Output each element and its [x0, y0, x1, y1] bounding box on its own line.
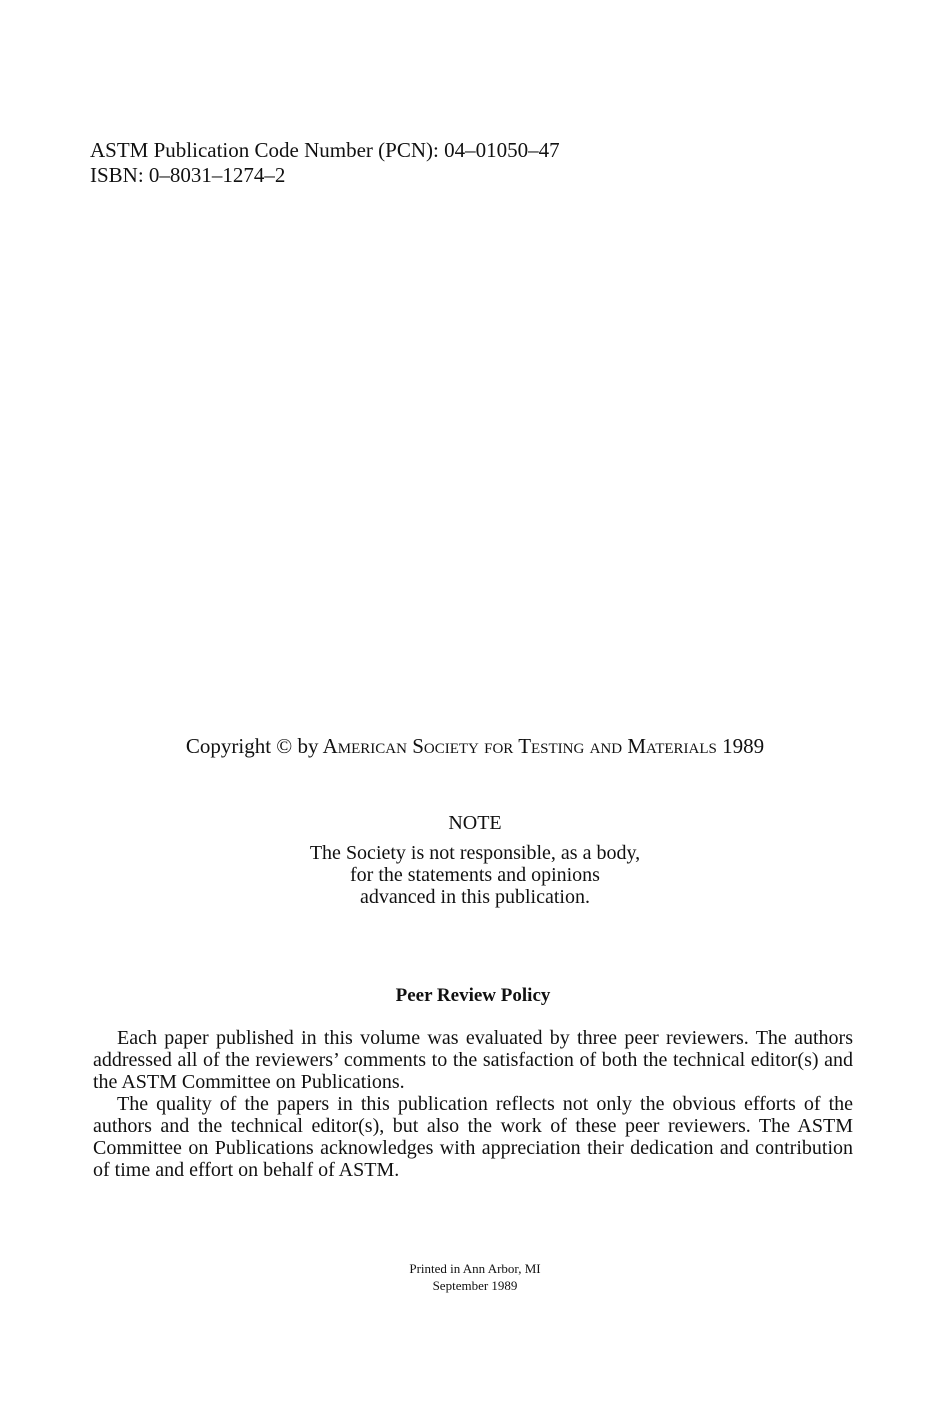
copyright-word-6-rest: aterials [646, 734, 717, 758]
copyright-word-6-initial: M [627, 734, 647, 758]
copyright-word-4-rest: esting [531, 734, 585, 758]
copyright-word-5: and [589, 734, 623, 758]
copyright-line [0, 734, 950, 759]
note-line: The Society is not responsible, as a body, [309, 842, 641, 864]
copyright-word-2-rest: ociety [423, 734, 479, 758]
copyright-prefix: Copyright © by [185, 734, 323, 758]
note-line: for the statements and opinions [350, 864, 600, 886]
copyright-year: 1989 [722, 734, 765, 758]
printed-location: Printed in Ann Arbor, MI [409, 1261, 541, 1276]
note-heading: NOTE [448, 812, 502, 834]
peer-review-section [93, 985, 853, 1181]
note-line: advanced in this publication. [360, 886, 590, 908]
copyright-word-1-rest: merican [337, 734, 407, 758]
printed-date: September 1989 [432, 1278, 518, 1293]
note-block [0, 812, 950, 908]
isbn-line: ISBN: 0–8031–1274–2 [90, 163, 286, 187]
pcn-line: ASTM Publication Code Number (PCN): 04–01050–47 [90, 138, 560, 162]
printed-info [0, 1260, 950, 1294]
peer-review-heading: Peer Review Policy [395, 985, 551, 1006]
copyright-word-1-initial: A [322, 734, 338, 758]
copyright-word-2-initial: S [412, 734, 424, 758]
peer-review-paragraph: Each paper published in this volume was evaluated by three peer reviewers. The authors addressed all of the reviewers’ comments to the satisfaction of both the technical editor(s) and the ASTM Committee on Publications. [93, 1027, 853, 1093]
copyright-word-4-initial: T [518, 734, 532, 758]
copyright-word-3: for [484, 734, 514, 758]
peer-review-paragraph: The quality of the papers in this publication reflects not only the obvious efforts of the authors and the technical editor(s), but also the work of these peer reviewers. The ASTM Committee on Publications acknowledges with appreciation their dedication and contribution of time and effort on behalf of ASTM. [93, 1093, 853, 1181]
publication-info [90, 138, 560, 188]
